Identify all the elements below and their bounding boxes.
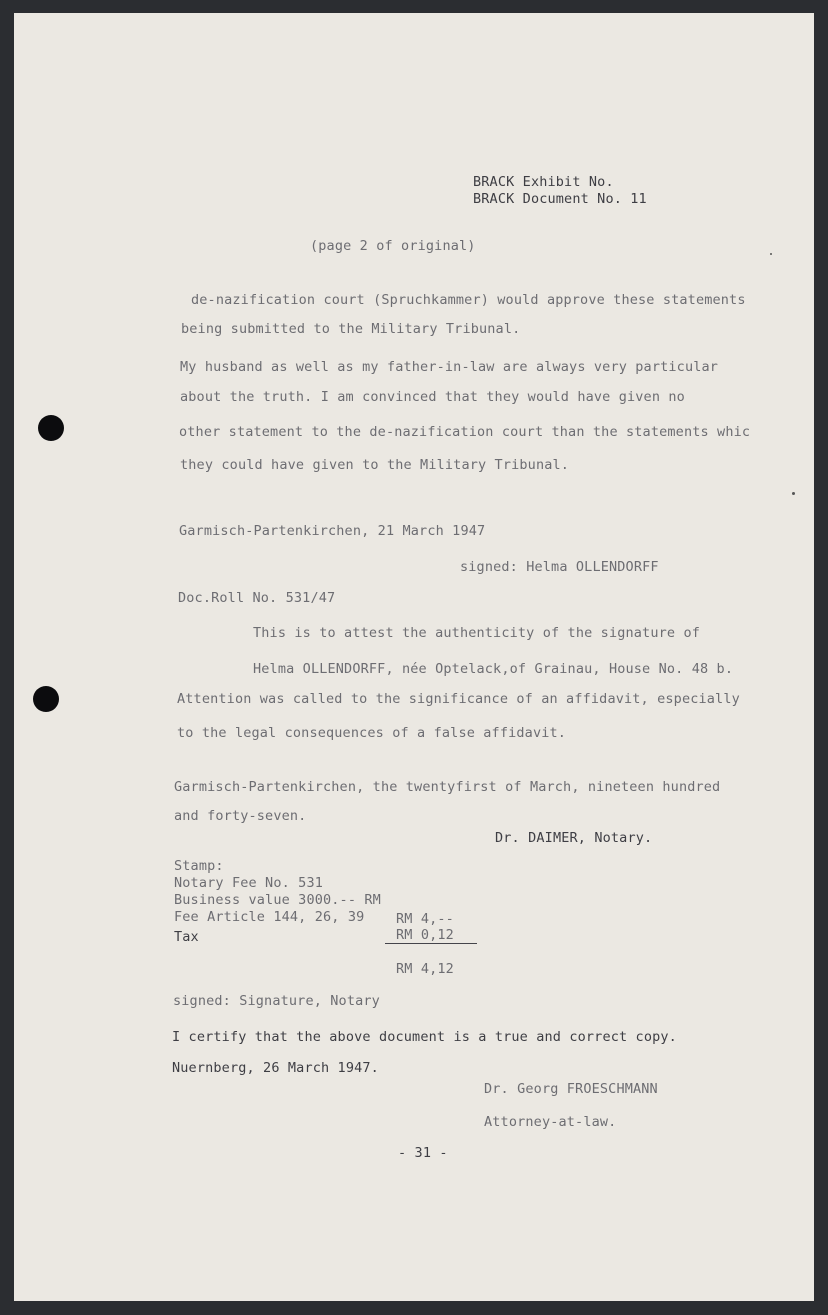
stamp-tax-amount: RM 0,12 [396,927,454,943]
page-note: (page 2 of original) [310,238,476,254]
exhibit-number: BRACK Exhibit No. [473,174,614,190]
document-page [14,13,814,1301]
page-number: - 31 - [398,1145,448,1161]
body-line: de-nazification court (Spruchkammer) would approve these statements [191,292,746,308]
punch-hole [33,686,59,712]
certify-line: I certify that the above document is a true and correct copy. [172,1029,677,1045]
body-line: being submitted to the Military Tribunal. [181,321,521,337]
notary-date-line: and forty-seven. [174,808,307,824]
notary-name: Dr. DAIMER, Notary. [495,830,653,846]
signed-notary: signed: Signature, Notary [173,993,380,1009]
stamp-label: Stamp: [174,858,224,874]
body-line: other statement to the de-nazification court than the statements whic [179,424,751,440]
document-number: BRACK Document No. 11 [473,191,647,207]
body-line: My husband as well as my father-in-law are always very particular [180,359,719,375]
doc-roll: Doc.Roll No. 531/47 [178,590,336,606]
paper-speck [792,492,795,495]
place-date: Garmisch-Partenkirchen, 21 March 1947 [179,523,486,539]
stamp-tax-label: Tax [174,929,199,945]
notary-date-line: Garmisch-Partenkirchen, the twentyfirst of March, nineteen hundred [174,779,721,795]
body-line: they could have given to the Military Tribunal. [180,457,570,473]
attestation-line: to the legal consequences of a false affidavit. [177,725,567,741]
stamp-fee-amount: RM 4,-- [396,911,454,927]
attestation-line: This is to attest the authenticity of the signature of [253,625,700,641]
attestation-line: Attention was called to the significance of an affidavit, especially [177,691,740,707]
stamp-fee-no: Notary Fee No. 531 [174,875,323,891]
signed-line: signed: Helma OLLENDORFF [460,559,659,575]
attestation-line: Helma OLLENDORFF, née Optelack,of Grainau, House No. 48 b. [253,661,734,677]
stamp-total: RM 4,12 [396,961,454,977]
attorney-name: Dr. Georg FROESCHMANN [484,1081,658,1097]
nuernberg-date: Nuernberg, 26 March 1947. [172,1060,379,1076]
sum-rule [385,943,477,944]
body-line: about the truth. I am convinced that they would have given no [180,389,685,405]
stamp-fee-article: Fee Article 144, 26, 39 [174,909,365,925]
attorney-title: Attorney-at-law. [484,1114,617,1130]
paper-speck [770,253,772,255]
stamp-business-value: Business value 3000.-- RM [174,892,381,908]
punch-hole [38,415,64,441]
